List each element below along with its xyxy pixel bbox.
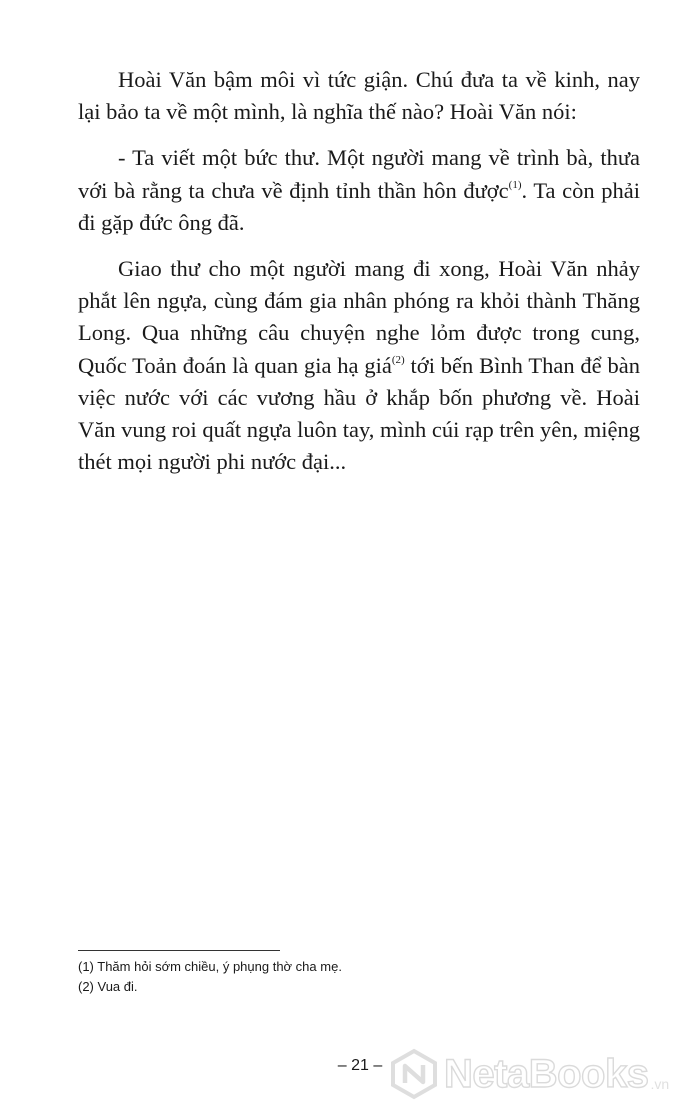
footnote-2: (2) Vua đi. xyxy=(78,979,138,994)
watermark-domain: .vn xyxy=(650,1076,670,1092)
paragraph-3-text: Giao thư cho một người mang đi xong, Hoài Văn nhảy phắt lên ngựa, cùng đám gia nhân phóng ra khỏi thành Thăng Long. Qua những câu chuyện nghe lỏm được trong cung, Quốc Toản đoán là quan gia hạ giá xyxy=(78,256,640,378)
paragraph-2 xyxy=(78,142,640,239)
paragraph-3-text-end: tới bến Bình Than để bàn việc nước với các vương hầu ở khắp bốn phương về. Hoài Văn vung roi quất ngựa luôn tay, mình cúi rạp trên yên, miệng thét mọi người phi nước đại... xyxy=(78,352,640,475)
paragraph-1-text: Hoài Văn bậm môi vì tức giận. Chú đưa ta về kinh, nay lại bảo ta về một mình, là nghĩa thế nào? Hoài Văn nói: xyxy=(78,67,640,125)
paragraph-3 xyxy=(78,253,640,478)
footnote-divider xyxy=(78,950,280,951)
paragraph-2-text-end: . Ta còn phải đi gặp đức ông đã. xyxy=(78,177,640,235)
footnotes xyxy=(78,957,638,997)
body-text xyxy=(78,64,640,478)
footnote-1: (1) Thăm hỏi sớm chiều, ý phụng thờ cha mẹ. xyxy=(78,959,342,974)
netabooks-logo-icon xyxy=(388,1048,440,1100)
watermark xyxy=(388,1044,698,1104)
footnote-ref-1: (1) xyxy=(508,178,522,191)
page-number: – 21 – xyxy=(337,1057,383,1074)
paragraph-2-text: - Ta viết một bức thư. Một người mang về trình bà, thưa với bà rằng ta chưa về định tỉnh thần hôn được xyxy=(78,145,640,203)
paragraph-1 xyxy=(78,64,640,128)
watermark-brand: NetaBooks xyxy=(444,1052,649,1096)
footnote-ref-2: (2) xyxy=(391,353,405,366)
